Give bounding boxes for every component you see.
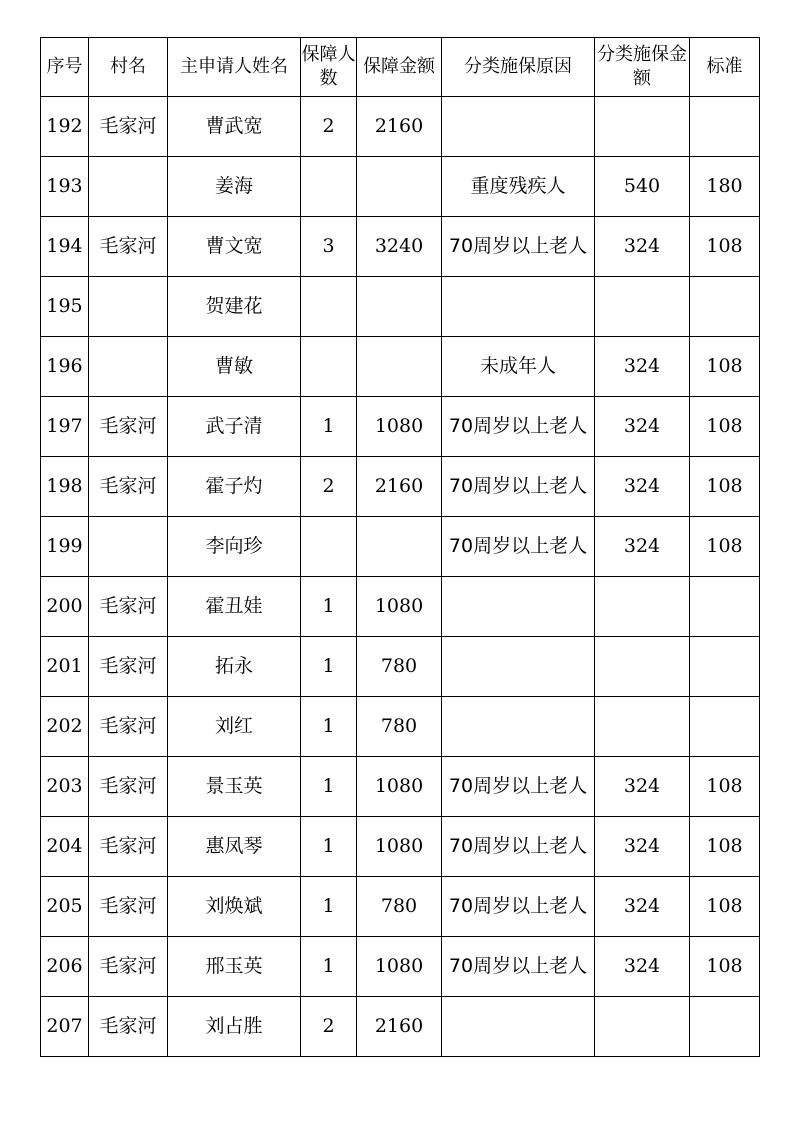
cell-applicant-name: 惠凤琴 (168, 817, 301, 877)
table-row (41, 397, 760, 457)
cell-amount: 780 (357, 877, 442, 937)
cell-no: 192 (41, 97, 89, 157)
cell-count (301, 337, 357, 397)
cell-amount: 1080 (357, 937, 442, 997)
cell-reason: 70周岁以上老人 (442, 877, 595, 937)
cell-no: 207 (41, 997, 89, 1057)
cell-cls-amount (595, 277, 690, 337)
table-row (41, 157, 760, 217)
cell-applicant-name: 曹武宽 (168, 97, 301, 157)
cell-count: 1 (301, 577, 357, 637)
cell-reason: 未成年人 (442, 337, 595, 397)
cell-reason (442, 637, 595, 697)
cell-village (89, 517, 168, 577)
cell-village: 毛家河 (89, 97, 168, 157)
cell-cls-amount (595, 997, 690, 1057)
cell-no: 202 (41, 697, 89, 757)
cell-cls-amount: 324 (595, 517, 690, 577)
cell-applicant-name: 刘占胜 (168, 997, 301, 1057)
cell-village: 毛家河 (89, 817, 168, 877)
cell-standard: 108 (690, 817, 760, 877)
cell-no: 195 (41, 277, 89, 337)
cell-standard (690, 277, 760, 337)
cell-count (301, 157, 357, 217)
col-header-reason: 分类施保原因 (442, 38, 595, 97)
cell-cls-amount: 324 (595, 337, 690, 397)
cell-reason: 70周岁以上老人 (442, 457, 595, 517)
cell-count: 1 (301, 637, 357, 697)
col-header-cls-amount: 分类施保金额 (595, 38, 690, 97)
cell-reason: 重度残疾人 (442, 157, 595, 217)
cell-village: 毛家河 (89, 457, 168, 517)
cell-amount: 1080 (357, 577, 442, 637)
cell-applicant-name: 曹文宽 (168, 217, 301, 277)
cell-applicant-name: 曹敏 (168, 337, 301, 397)
cell-count: 1 (301, 757, 357, 817)
table-row (41, 697, 760, 757)
cell-count: 1 (301, 937, 357, 997)
cell-applicant-name: 霍丑娃 (168, 577, 301, 637)
cell-count: 3 (301, 217, 357, 277)
cell-cls-amount: 324 (595, 757, 690, 817)
cell-count: 1 (301, 397, 357, 457)
cell-reason: 70周岁以上老人 (442, 217, 595, 277)
cell-amount: 1080 (357, 817, 442, 877)
cell-amount: 780 (357, 697, 442, 757)
cell-no: 198 (41, 457, 89, 517)
cell-amount (357, 277, 442, 337)
col-header-standard: 标准 (690, 38, 760, 97)
table-row (41, 577, 760, 637)
table-row (41, 277, 760, 337)
cell-village: 毛家河 (89, 637, 168, 697)
cell-standard: 108 (690, 217, 760, 277)
cell-reason: 70周岁以上老人 (442, 937, 595, 997)
table-row (41, 757, 760, 817)
cell-standard: 108 (690, 337, 760, 397)
cell-no: 206 (41, 937, 89, 997)
cell-applicant-name: 李向珍 (168, 517, 301, 577)
cell-standard: 108 (690, 457, 760, 517)
cell-reason: 70周岁以上老人 (442, 817, 595, 877)
cell-no: 204 (41, 817, 89, 877)
cell-amount: 1080 (357, 757, 442, 817)
table-row (41, 337, 760, 397)
cell-village (89, 337, 168, 397)
cell-amount (357, 157, 442, 217)
cell-standard: 180 (690, 157, 760, 217)
cell-cls-amount (595, 637, 690, 697)
cell-amount: 780 (357, 637, 442, 697)
roster-table (40, 37, 760, 1057)
cell-village (89, 157, 168, 217)
cell-village: 毛家河 (89, 937, 168, 997)
cell-applicant-name: 邢玉英 (168, 937, 301, 997)
cell-amount: 2160 (357, 97, 442, 157)
cell-village: 毛家河 (89, 757, 168, 817)
cell-cls-amount: 324 (595, 817, 690, 877)
table-row (41, 217, 760, 277)
cell-no: 194 (41, 217, 89, 277)
cell-village (89, 277, 168, 337)
cell-reason (442, 997, 595, 1057)
cell-reason (442, 97, 595, 157)
cell-standard (690, 697, 760, 757)
cell-reason: 70周岁以上老人 (442, 757, 595, 817)
cell-no: 200 (41, 577, 89, 637)
cell-no: 193 (41, 157, 89, 217)
cell-amount: 2160 (357, 997, 442, 1057)
cell-cls-amount: 324 (595, 397, 690, 457)
cell-applicant-name: 姜海 (168, 157, 301, 217)
col-header-amount: 保障金额 (357, 38, 442, 97)
table-row (41, 877, 760, 937)
cell-reason: 70周岁以上老人 (442, 397, 595, 457)
cell-amount: 2160 (357, 457, 442, 517)
cell-count: 2 (301, 97, 357, 157)
col-header-village: 村名 (89, 38, 168, 97)
cell-cls-amount: 324 (595, 937, 690, 997)
cell-no: 201 (41, 637, 89, 697)
table-body (41, 97, 760, 1057)
cell-applicant-name: 霍子灼 (168, 457, 301, 517)
cell-reason (442, 697, 595, 757)
cell-count (301, 277, 357, 337)
cell-no: 205 (41, 877, 89, 937)
cell-count: 1 (301, 877, 357, 937)
cell-standard (690, 97, 760, 157)
cell-village: 毛家河 (89, 877, 168, 937)
cell-cls-amount: 324 (595, 877, 690, 937)
cell-reason: 70周岁以上老人 (442, 517, 595, 577)
cell-applicant-name: 贺建花 (168, 277, 301, 337)
table-row (41, 937, 760, 997)
col-header-no: 序号 (41, 38, 89, 97)
cell-standard (690, 577, 760, 637)
cell-no: 199 (41, 517, 89, 577)
cell-count: 2 (301, 997, 357, 1057)
cell-applicant-name: 拓永 (168, 637, 301, 697)
cell-cls-amount: 324 (595, 457, 690, 517)
cell-count: 1 (301, 817, 357, 877)
cell-count (301, 517, 357, 577)
cell-standard: 108 (690, 937, 760, 997)
cell-village: 毛家河 (89, 397, 168, 457)
table-row (41, 97, 760, 157)
table-row (41, 997, 760, 1057)
cell-cls-amount (595, 577, 690, 637)
cell-reason (442, 277, 595, 337)
table-header-row (41, 38, 760, 97)
table-row (41, 517, 760, 577)
cell-standard: 108 (690, 757, 760, 817)
cell-amount: 3240 (357, 217, 442, 277)
cell-applicant-name: 景玉英 (168, 757, 301, 817)
cell-no: 196 (41, 337, 89, 397)
cell-applicant-name: 刘焕斌 (168, 877, 301, 937)
cell-standard (690, 637, 760, 697)
cell-applicant-name: 武子清 (168, 397, 301, 457)
cell-amount (357, 337, 442, 397)
col-header-count: 保障人数 (301, 38, 357, 97)
cell-reason (442, 577, 595, 637)
cell-cls-amount (595, 97, 690, 157)
cell-no: 203 (41, 757, 89, 817)
cell-standard (690, 997, 760, 1057)
cell-no: 197 (41, 397, 89, 457)
cell-cls-amount (595, 697, 690, 757)
cell-village: 毛家河 (89, 577, 168, 637)
table-row (41, 457, 760, 517)
cell-cls-amount: 540 (595, 157, 690, 217)
cell-village: 毛家河 (89, 997, 168, 1057)
cell-standard: 108 (690, 397, 760, 457)
cell-count: 2 (301, 457, 357, 517)
col-header-applicant-name: 主申请人姓名 (168, 38, 301, 97)
table-row (41, 817, 760, 877)
cell-village: 毛家河 (89, 697, 168, 757)
cell-applicant-name: 刘红 (168, 697, 301, 757)
table-row (41, 637, 760, 697)
cell-amount (357, 517, 442, 577)
cell-count: 1 (301, 697, 357, 757)
cell-standard: 108 (690, 517, 760, 577)
cell-amount: 1080 (357, 397, 442, 457)
cell-village: 毛家河 (89, 217, 168, 277)
cell-cls-amount: 324 (595, 217, 690, 277)
cell-standard: 108 (690, 877, 760, 937)
